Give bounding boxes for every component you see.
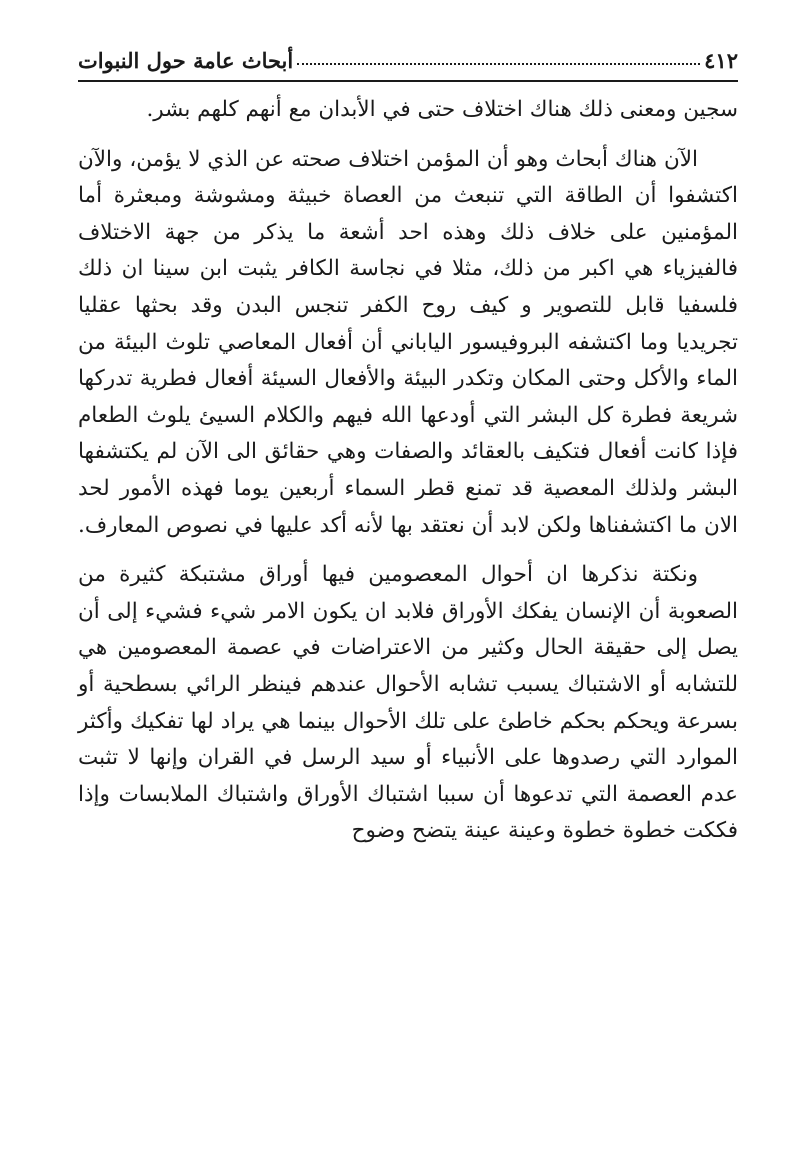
body-text [78,92,738,850]
running-title: أبحاث عامة حول النبوات [78,47,294,73]
page-header [78,40,738,82]
paragraph-continuation: سجين ومعنى ذلك هناك اختلاف حتى في الأبدان مع أنهم كلهم بشر. [146,97,738,122]
dotted-leader [297,49,700,65]
paragraph: ونكتة نذكرها ان أحوال المعصومين فيها أوراق مشتبكة كثيرة من الصعوبة أن الإنسان يفكك الأوراق فلابد ان يكون الامر شيء فشيء إلى أن يصل إلى حقيقة الحال وكثير من الاعتراضات في عصمة المعصومين هي للتشابه أو الاشتباك يسبب تشابه الأحوال عندهم فينظر الرائي بسطحية أو بسرعة ويحكم بحكم خاطئ على تلك الأحوال بينما هي يراد لها تفكيك وأكثر الموارد التي رصدوها على الأنبياء أو سيد الرسل في القران وإنها لا تثبت عدم العصمة التي تدعوها أن سببا اشتباك الأوراق واشتباك الملابسات وإذا فككت خطوة خطوة وعينة عينة يتضح وضوح [78,562,738,844]
paragraph: الآن هناك أبحاث وهو أن المؤمن اختلاف صحته عن الذي لا يؤمن، والآن اكتشفوا أن الطاقة التي تنبعث من العصاة خبيثة ومشوشة ومبعثرة أما المؤمنين على خلاف ذلك وهذه احد أشعة ما يذكر من جهة الاختلاف فالفيزياء هي اكبر من ذلك، مثلا في نجاسة الكافر يثبت ابن سينا ان ذلك فلسفيا قابل للتصوير و كيف روح الكفر تنجس البدن وقد بحثها عقليا تجريديا وما اكتشفه البروفيسور الياباني أن أفعال المعاصي تلوث البيئة من الماء والأكل وحتى المكان وتكدر البيئة والأفعال السيئة أفعال فطرية تدركها شريعة فطرة كل البشر التي أودعها الله فيهم والكلام السيئ يلوث الطعام فإذا كانت أفعال فتكيف بالعقائد والصفات وهي حقائق الى الآن لم يكتشفها البشر ولذلك المعصية قد تمنع قطر السماء أربعين يوما فهذه الأمور لحد الان ما اكتشفناها ولكن لابد أن نعتقد بها لأنه أكد عليها في نصوص المعارف. [77,146,738,538]
page-number: ٤١٢ [704,47,738,73]
